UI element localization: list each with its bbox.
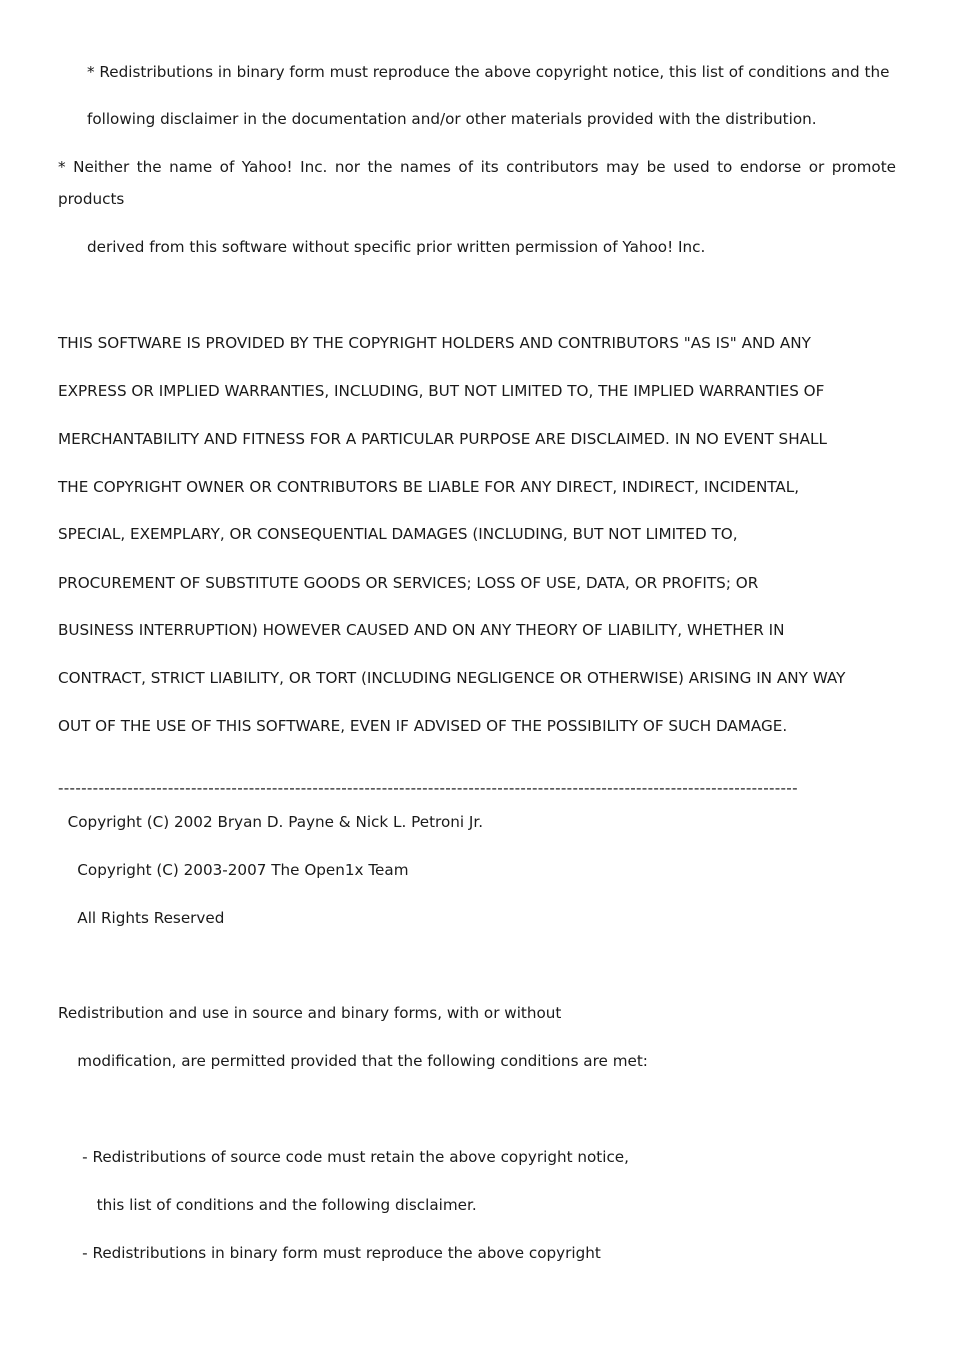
text-line: following disclaimer in the documentation and/or other materials provided with the distribution. bbox=[58, 110, 817, 128]
text-line: derived from this software without specific prior written permission of Yahoo! Inc. bbox=[58, 238, 706, 256]
text-line: THE COPYRIGHT OWNER OR CONTRIBUTORS BE LIABLE FOR ANY DIRECT, INDIRECT, INCIDENTAL, bbox=[58, 478, 800, 496]
text-line: modification, are permitted provided that the following conditions are met: bbox=[58, 1052, 648, 1070]
text-line: BUSINESS INTERRUPTION) HOWEVER CAUSED AND ON ANY THEORY OF LIABILITY, WHETHER IN bbox=[58, 621, 785, 639]
text-line: Redistribution and use in source and binary forms, with or without bbox=[58, 1004, 562, 1022]
text-line: All Rights Reserved bbox=[58, 909, 225, 927]
text-line: PROCUREMENT OF SUBSTITUTE GOODS OR SERVICES; LOSS OF USE, DATA, OR PROFITS; OR bbox=[58, 574, 759, 592]
text-line: Copyright (C) 2002 Bryan D. Payne & Nick L. Petroni Jr. bbox=[58, 813, 484, 831]
text-line: * Neither the name of Yahoo! Inc. nor the names of its contributors may be used to endorse or promote bbox=[58, 158, 896, 176]
text-line: * Redistributions in binary form must reproduce the above copyright notice, this list of conditions and the bbox=[58, 63, 890, 81]
text-line: SPECIAL, EXEMPLARY, OR CONSEQUENTIAL DAMAGES (INCLUDING, BUT NOT LIMITED TO, bbox=[58, 525, 738, 543]
text-line: - Redistributions of source code must retain the above copyright notice, bbox=[58, 1148, 629, 1166]
text-line: products bbox=[58, 190, 125, 208]
text-line: EXPRESS OR IMPLIED WARRANTIES, INCLUDING, BUT NOT LIMITED TO, THE IMPLIED WARRANTIES OF bbox=[58, 382, 825, 400]
text-line: Copyright (C) 2003-2007 The Open1x Team bbox=[58, 861, 409, 879]
text-line: THIS SOFTWARE IS PROVIDED BY THE COPYRIGHT HOLDERS AND CONTRIBUTORS "AS IS" AND ANY bbox=[58, 334, 811, 352]
text-line: CONTRACT, STRICT LIABILITY, OR TORT (INCLUDING NEGLIGENCE OR OTHERWISE) ARISING IN ANY WAY bbox=[58, 669, 846, 687]
text-line: OUT OF THE USE OF THIS SOFTWARE, EVEN IF ADVISED OF THE POSSIBILITY OF SUCH DAMAGE. bbox=[58, 717, 788, 735]
text-line: MERCHANTABILITY AND FITNESS FOR A PARTICULAR PURPOSE ARE DISCLAIMED. IN NO EVENT SHALL bbox=[58, 430, 827, 448]
text-line: this list of conditions and the following disclaimer. bbox=[58, 1196, 477, 1214]
text-line: - Redistributions in binary form must reproduce the above copyright bbox=[58, 1244, 601, 1262]
dashed-separator: -------------------------------------------------------------------------------------------------------------------------------- bbox=[58, 779, 798, 798]
